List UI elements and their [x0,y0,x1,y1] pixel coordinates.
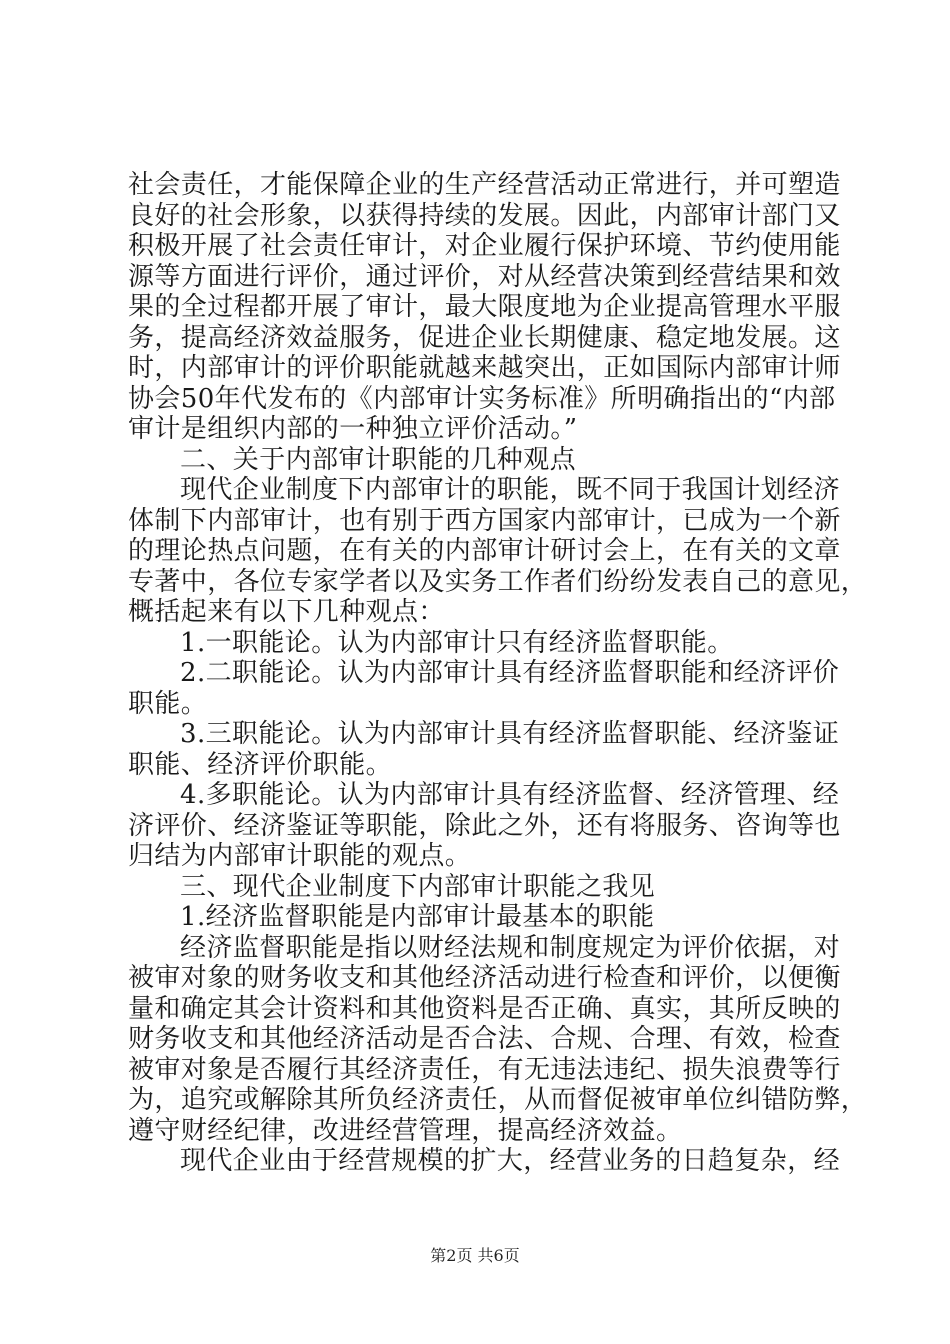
text-line: 职能。 [128,688,208,719]
text-line: 经济监督职能是指以财经法规和制度规定为评价依据，对 [180,932,841,963]
text-line: 专著中，各位专家学者以及实务工作者们纷纷发表自己的意见， [128,566,868,597]
page-footer: 第2页 共6页 [430,1246,520,1265]
text-line: 3.三职能论。认为内部审计具有经济监督职能、经济鉴证 [180,719,840,749]
text-line: 4.多职能论。认为内部审计具有经济监督、经济管理、经 [180,780,840,810]
text-line: 现代企业制度下内部审计的职能，既不同于我国计划经济 [180,475,841,505]
text-line: 源等方面进行评价，通过评价，对从经营决策到经营结果和效 [128,261,841,292]
text-line: 良好的社会形象，以获得持续的发展。因此，内部审计部门又 [128,200,841,231]
text-line: 2.二职能论。认为内部审计具有经济监督职能和经济评价 [180,658,840,688]
text-line: 归结为内部审计职能的观点。 [128,841,472,871]
text-line: 职能、经济评价职能。 [128,749,393,780]
text-line: 为，追究或解除其所负经济责任，从而督促被审单位纠错防弊， [128,1085,868,1115]
text-line: 社会责任，才能保障企业的生产经营活动正常进行，并可塑造 [128,170,841,200]
text-line: 果的全过程都开展了审计，最大限度地为企业提高管理水平服 [128,292,841,322]
text-line: 被审对象是否履行其经济责任，有无违法违纪、损失浪费等行 [128,1054,841,1085]
text-line: 审计是组织内部的一种独立评价活动。” [128,414,578,444]
text-line: 量和确定其会计资料和其他资料是否正确、真实，其所反映的 [128,993,841,1024]
text-line: 时，内部审计的评价职能就越来越突出，正如国际内部审计师 [128,353,841,383]
text-line: 1.经济监督职能是内部审计最基本的职能 [180,902,655,932]
text-line: 遵守财经纪律，改进经营管理，提高经济效益。 [128,1115,683,1146]
text-line: 济评价、经济鉴证等职能，除此之外，还有将服务、咨询等也 [128,810,841,841]
text-line: 的理论热点问题，在有关的内部审计研讨会上，在有关的文章 [128,536,841,566]
text-line: 财务收支和其他经济活动是否合法、合规、合理、有效，检查 [128,1024,841,1054]
text-line: 积极开展了社会责任审计，对企业履行保护环境、节约使用能 [128,231,841,261]
text-line: 务，提高经济效益服务，促进企业长期健康、稳定地发展。这 [128,322,841,353]
text-line: 二、关于内部审计职能的几种观点 [180,444,577,475]
text-line: 三、现代企业制度下内部审计职能之我见 [180,871,656,902]
text-line: 概括起来有以下几种观点： [128,597,445,627]
text-line: 协会50年代发布的《内部审计实务标准》所明确指出的“内部 [128,383,836,414]
body-text [128,170,868,1177]
text-line: 被审对象的财务收支和其他经济活动进行检查和评价，以便衡 [128,963,841,993]
text-line: 体制下内部审计，也有别于西方国家内部审计，已成为一个新 [128,505,841,536]
text-line: 现代企业由于经营规模的扩大，经营业务的日趋复杂，经 [180,1146,841,1176]
text-line: 1.一职能论。认为内部审计只有经济监督职能。 [180,627,734,658]
